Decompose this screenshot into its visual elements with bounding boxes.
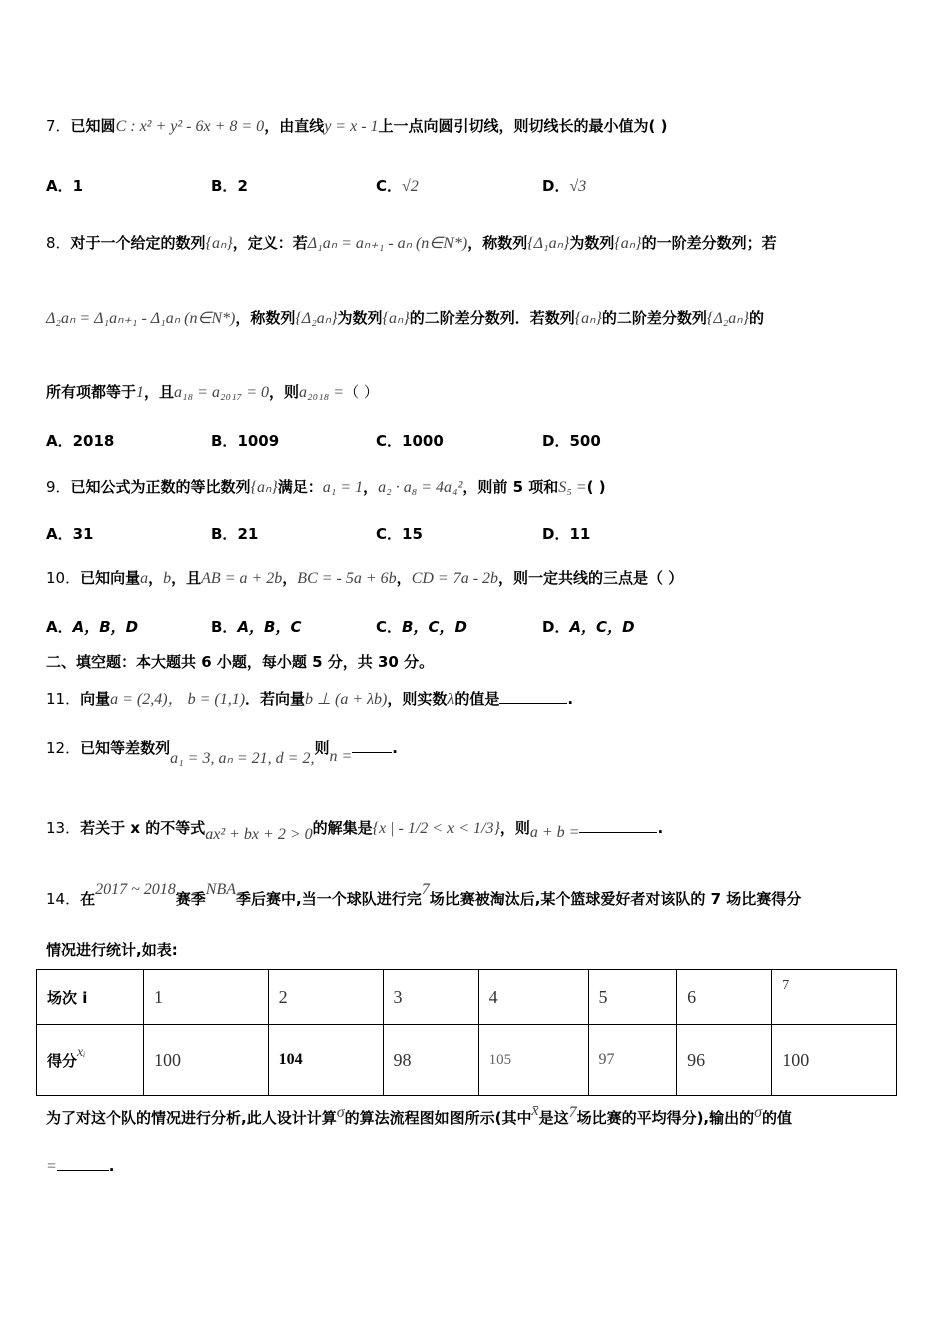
- q8-one: 1: [136, 384, 145, 401]
- q8-option-a: A．2018: [46, 432, 115, 450]
- q14-number: 14．: [46, 890, 81, 908]
- q14-answer-line: = .: [46, 1157, 115, 1175]
- q8-ask: a₂₀₁₈ =: [299, 384, 345, 401]
- table-cell: 6: [677, 970, 772, 1025]
- q11-number: 11．: [46, 690, 81, 708]
- q7-option-b: B．2: [211, 177, 248, 195]
- q8-seq: {aₙ}: [614, 235, 642, 252]
- q8-d1: {Δ₁aₙ}: [527, 235, 570, 252]
- q7-text: ，由直线: [264, 117, 325, 135]
- q10-option-a: A．A，B，D: [46, 618, 139, 636]
- q8-d2: {Δ₂aₙ}: [295, 310, 338, 327]
- q14-years: 2017 ~ 2018: [95, 881, 176, 898]
- q14-xbar: x̄: [531, 1102, 539, 1119]
- q8-seq: {aₙ}: [574, 310, 602, 327]
- table-cell: 96: [677, 1025, 772, 1096]
- table-cell: 3: [383, 970, 478, 1025]
- q9-option-a: A．31: [46, 525, 94, 543]
- q9-stem: 9．已知公式为正数的等比数列{aₙ}满足：a₁ = 1，a₂ · a₈ = 4a₄²，则前 5 项和S₅ =( ): [46, 478, 606, 496]
- q14-seven: 7: [568, 1104, 577, 1121]
- q8-condition: a₁₈ = a₂₀₁₇ = 0: [174, 384, 269, 401]
- section-title: 二、填空题：本大题共 6 小题，每小题 5 分，共 30 分。: [46, 653, 435, 671]
- table-header-score: 得分xᵢ: [37, 1025, 144, 1096]
- q7-text: 上一点向圆引切线，则切线长的最小值为( ): [378, 117, 668, 135]
- q10-vec-a: a: [140, 570, 149, 587]
- table-cell: 7: [772, 970, 897, 1025]
- q9-option-c: C．15: [376, 525, 423, 543]
- table-cell: 98: [383, 1025, 478, 1096]
- q8-seq: {aₙ}: [382, 310, 410, 327]
- q9-seq: {aₙ}: [250, 479, 278, 496]
- table-cell: 4: [478, 970, 588, 1025]
- q13-ask: a + b =: [529, 824, 580, 841]
- q13-number: 13．: [46, 819, 81, 837]
- q13-solution-set: {x | - 1/2 < x < 1/3}: [372, 820, 500, 837]
- q10-vec-b: b: [163, 570, 172, 587]
- q11-perp: b ⊥ (a + λb): [305, 691, 388, 708]
- table-cell: 100: [144, 1025, 269, 1096]
- q8-line3: 所有项都等于1，且a₁₈ = a₂₀₁₇ = 0，则a₂₀₁₈ =（ ）: [46, 383, 379, 401]
- table-cell: 5: [588, 970, 677, 1025]
- q8-def2: Δ₂aₙ = Δ₁aₙ₊₁ - Δ₁aₙ (n∈N*): [46, 310, 236, 327]
- q7-option-d: D．√3: [542, 177, 587, 195]
- table-cell: 97: [588, 1025, 677, 1096]
- table-cell: 2: [268, 970, 383, 1025]
- q12-n: n =: [329, 748, 353, 765]
- table-cell: 105: [478, 1025, 588, 1096]
- q14-sigma: σ: [336, 1104, 345, 1121]
- q8-seq: {aₙ}: [205, 235, 233, 252]
- q11-lambda: λ: [447, 691, 455, 708]
- q9-number: 9．: [46, 478, 71, 496]
- q10-bc: BC = - 5a + 6b: [297, 570, 397, 587]
- q10-option-b: B．A，B，C: [211, 618, 302, 636]
- q14-seven: 7: [421, 881, 430, 898]
- q12-stem: 12．已知等差数列a₁ = 3, aₙ = 21, d = 2,则n = .: [46, 739, 398, 767]
- q7-option-a: A．1: [46, 177, 84, 195]
- q8-d2: {Δ₂aₙ}: [706, 310, 750, 327]
- q8-number: 8．: [46, 234, 71, 252]
- q11-answer-blank[interactable]: [499, 689, 567, 704]
- q11-stem: 11．向量a = (2,4)， b = (1,1)．若向量b ⊥ (a + λb)，则实数λ的值是 .: [46, 690, 574, 708]
- q14-nba: NBA: [205, 881, 236, 898]
- table-cell: 100: [772, 1025, 897, 1096]
- q10-cd: CD = 7a - 2b: [411, 570, 499, 587]
- score-table: [36, 969, 897, 1096]
- q7-circle-eq: C : x² + y² - 6x + 8 = 0: [115, 118, 265, 135]
- q8-line1: 8．对于一个给定的数列{aₙ}，定义：若Δ₁aₙ = aₙ₊₁ - aₙ (n∈N*)，称数列{Δ₁aₙ}为数列{aₙ}的一阶差分数列；若: [46, 234, 777, 252]
- q9-s5: S₅ =: [558, 479, 587, 496]
- table-row: [37, 1025, 897, 1096]
- q8-option-c: C．1000: [376, 432, 444, 450]
- q8-option-b: B．1009: [211, 432, 280, 450]
- q9-condition: a₂ · a₈ = 4a₄²: [378, 479, 463, 496]
- q12-condition: a₁ = 3, aₙ = 21, d = 2,: [170, 750, 315, 767]
- q7-line-eq: y = x - 1: [324, 118, 379, 135]
- q13-answer-blank[interactable]: [579, 818, 657, 833]
- q10-option-d: D．A，C，D: [542, 618, 635, 636]
- q10-number: 10．: [46, 569, 81, 587]
- q7-option-c: C．√2: [376, 177, 419, 195]
- q13-stem: 13．若关于 x 的不等式ax² + bx + 2 > 0的解集是{x | - 1/2 < x < 1/3}，则a + b = .: [46, 819, 664, 843]
- q10-ab: AB = a + 2b: [201, 570, 283, 587]
- q14-equals: =: [46, 1158, 57, 1175]
- q14-line1: 14．在2017 ~ 2018赛季NBA季后赛中,当一个球队进行完7场比赛被淘汰后,某个篮球爱好者对该队的 7 场比赛得分: [46, 881, 802, 908]
- q10-option-c: C．B，C，D: [376, 618, 467, 636]
- q14-answer-blank[interactable]: [57, 1156, 109, 1171]
- q13-inequality: ax² + bx + 2 > 0: [205, 826, 313, 843]
- table-cell: 104: [268, 1025, 383, 1096]
- q7-number: 7．: [46, 117, 71, 135]
- q8-line2: Δ₂aₙ = Δ₁aₙ₊₁ - Δ₁aₙ (n∈N*)，称数列{Δ₂aₙ}为数列{aₙ}的二阶差分数列．若数列{aₙ}的二阶差分数列{Δ₂aₙ}的: [46, 309, 765, 327]
- q14-line3: 为了对这个队的情况进行分析,此人设计计算σ的算法流程图如图所示(其中x̄是这7场比赛的平均得分),输出的σ的值: [46, 1102, 793, 1127]
- q8-option-d: D．500: [542, 432, 601, 450]
- q14-line2: 情况进行统计,如表:: [46, 941, 178, 959]
- q10-stem: 10．已知向量a，b，且AB = a + 2b，BC = - 5a + 6b，CD = 7a - 2b，则一定共线的三点是（ ）: [46, 569, 684, 587]
- table-header-game: 场次 i: [37, 970, 144, 1025]
- q9-option-b: B．21: [211, 525, 259, 543]
- q12-answer-blank[interactable]: [352, 744, 392, 753]
- q8-def1: Δ₁aₙ = aₙ₊₁ - aₙ (n∈N*): [307, 235, 468, 252]
- table-cell: 1: [144, 970, 269, 1025]
- q11-vectors: a = (2,4)， b = (1,1): [110, 691, 246, 708]
- q7-stem: [46, 115, 667, 136]
- q7-text: 已知圆: [70, 117, 116, 135]
- q9-option-d: D．11: [542, 525, 591, 543]
- q9-a1: a₁ = 1: [322, 479, 364, 496]
- table-row: [37, 970, 897, 1025]
- q14-sigma: σ: [754, 1104, 763, 1121]
- q12-number: 12．: [46, 739, 81, 757]
